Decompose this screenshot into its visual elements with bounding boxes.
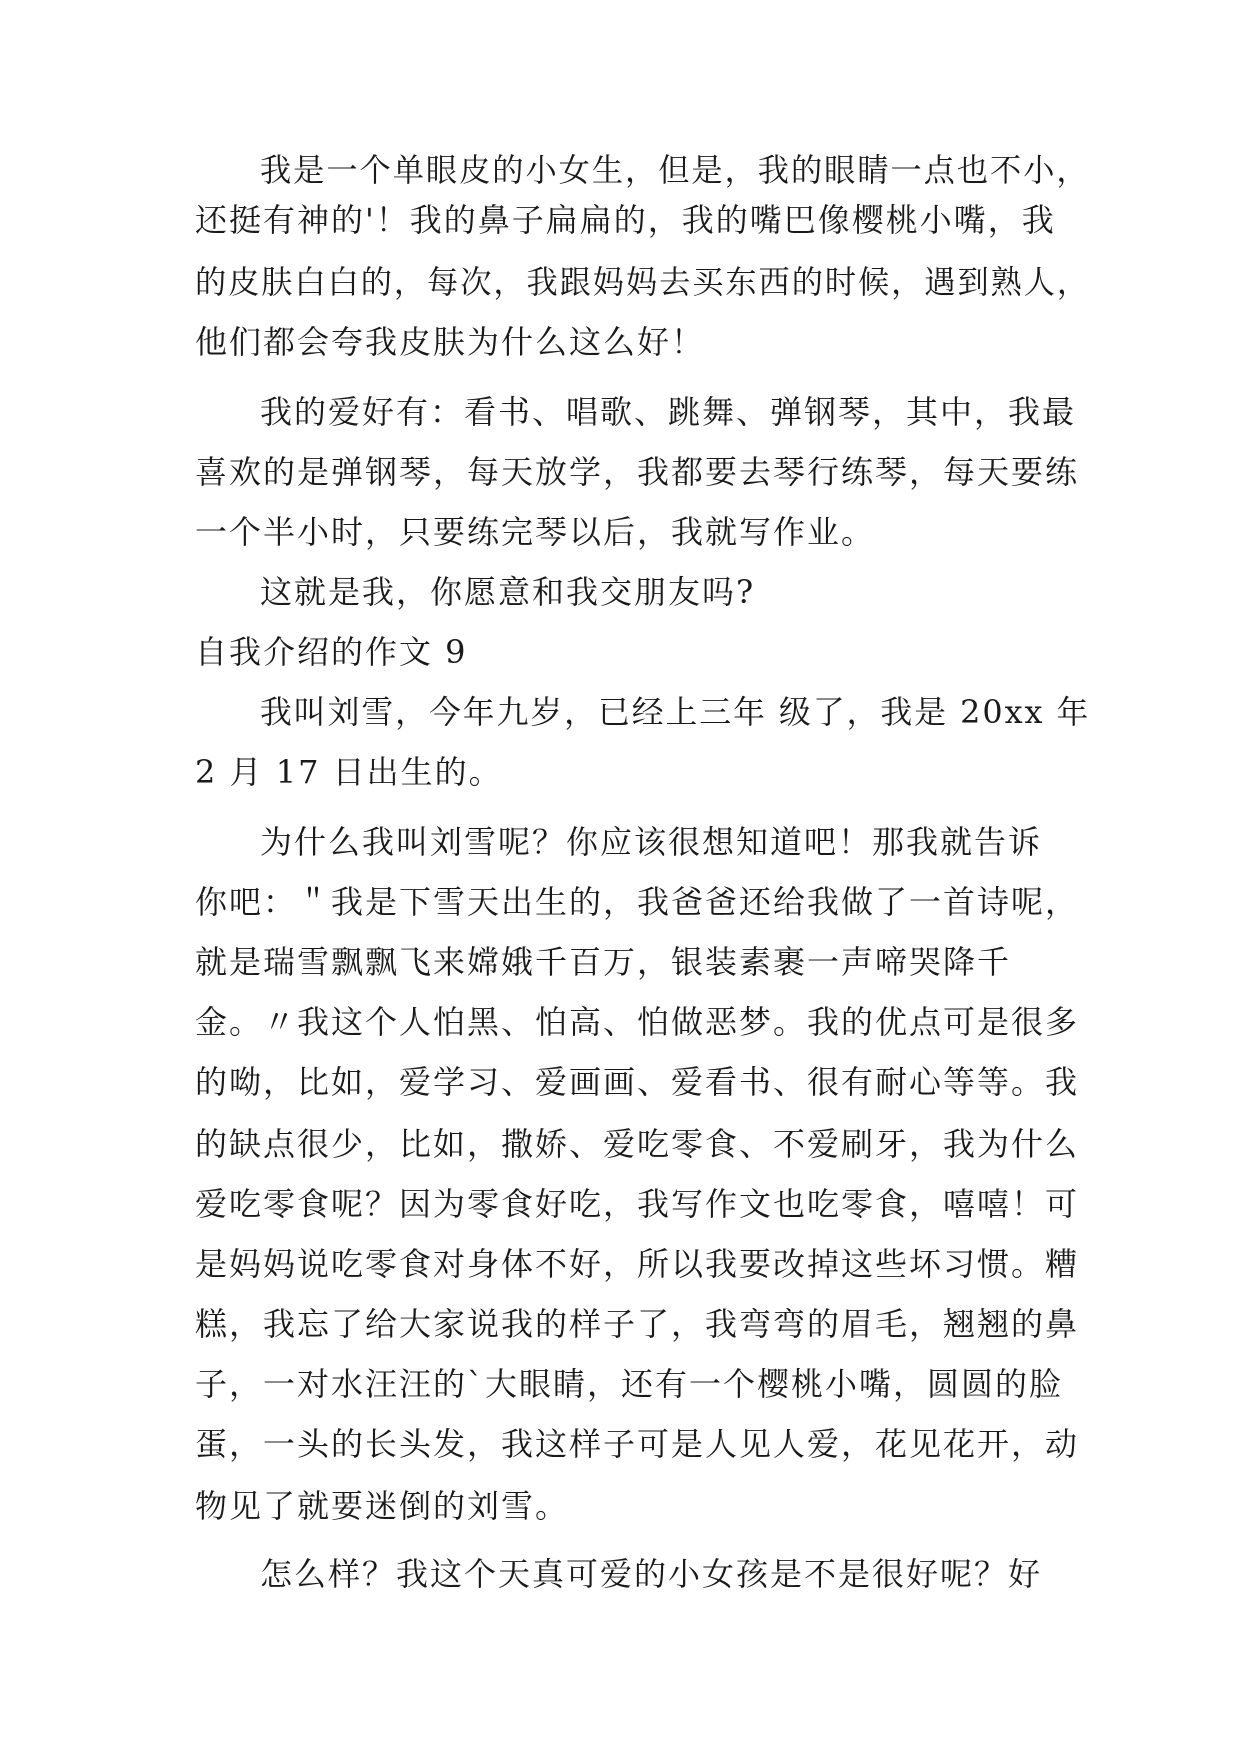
paragraph-line: 蛋，一头的长头发，我这样子可是人见人爱，花见花开，动 [195,1425,1080,1463]
paragraph-line: 他们都会夸我皮肤为什么这么好！ [195,323,706,361]
paragraph-line: 喜欢的是弹钢琴，每天放学，我都要去琴行练琴，每天要练 [195,453,1080,491]
paragraph-line: 你吧：＂我是下雪天出生的，我爸爸还给我做了一首诗呢， [195,883,1080,921]
paragraph-line: 我是一个单眼皮的小女生，但是，我的眼睛一点也不小， [260,151,1090,189]
paragraph-line: 金。〃我这个人怕黑、怕高、怕做恶梦。我的优点可是很多 [195,1003,1080,1041]
paragraph-line: 就是瑞雪飘飘飞来嫦娥千百万，银装素裹一声啼哭降千 [195,943,1012,981]
paragraph-line: 糕，我忘了给大家说我的样子了，我弯弯的眉毛，翘翘的鼻 [195,1305,1080,1343]
paragraph-line: 物见了就要迷倒的刘雪。 [195,1487,570,1525]
paragraph-line: 2 月 17 日出生的。 [195,753,503,791]
paragraph-line: 这就是我，你愿意和我交朋友吗? [260,573,756,611]
paragraph-line: 子，一对水汪汪的`大眼睛，还有一个樱桃小嘴，圆圆的脸 [195,1365,1064,1403]
paragraph-line: 的皮肤白白的，每次，我跟妈妈去买东西的时候，遇到熟人， [195,263,1091,301]
paragraph-line: 一个半小时，只要练完琴以后，我就写作业。 [195,513,876,551]
section-heading: 自我介绍的作文 9 [195,633,468,671]
paragraph-line: 的缺点很少，比如，撒娇、爱吃零食、不爱刷牙，我为什么 [195,1125,1080,1163]
paragraph-line: 为什么我叫刘雪呢？你应该很想知道吧！那我就告诉 [260,823,1043,861]
paragraph-line: 我叫刘雪，今年九岁，已经上三年 级了，我是 20xx 年 [260,693,1091,731]
paragraph-line: 爱吃零食呢？因为零食好吃，我写作文也吃零食，嘻嘻！可 [195,1185,1080,1223]
paragraph-line: 我的爱好有：看书、唱歌、跳舞、弹钢琴，其中，我最 [260,393,1077,431]
paragraph-line: 还挺有神的'！我的鼻子扁扁的，我的嘴巴像樱桃小嘴，我 [195,201,1056,239]
paragraph-line: 是妈妈说吃零食对身体不好，所以我要改掉这些坏习惯。糟 [195,1245,1080,1283]
paragraph-line: 的呦，比如，爱学习、爱画画、爱看书、很有耐心等等。我 [195,1063,1080,1101]
paragraph-line: 怎么样？我这个天真可爱的小女孩是不是很好呢？好 [260,1555,1043,1593]
